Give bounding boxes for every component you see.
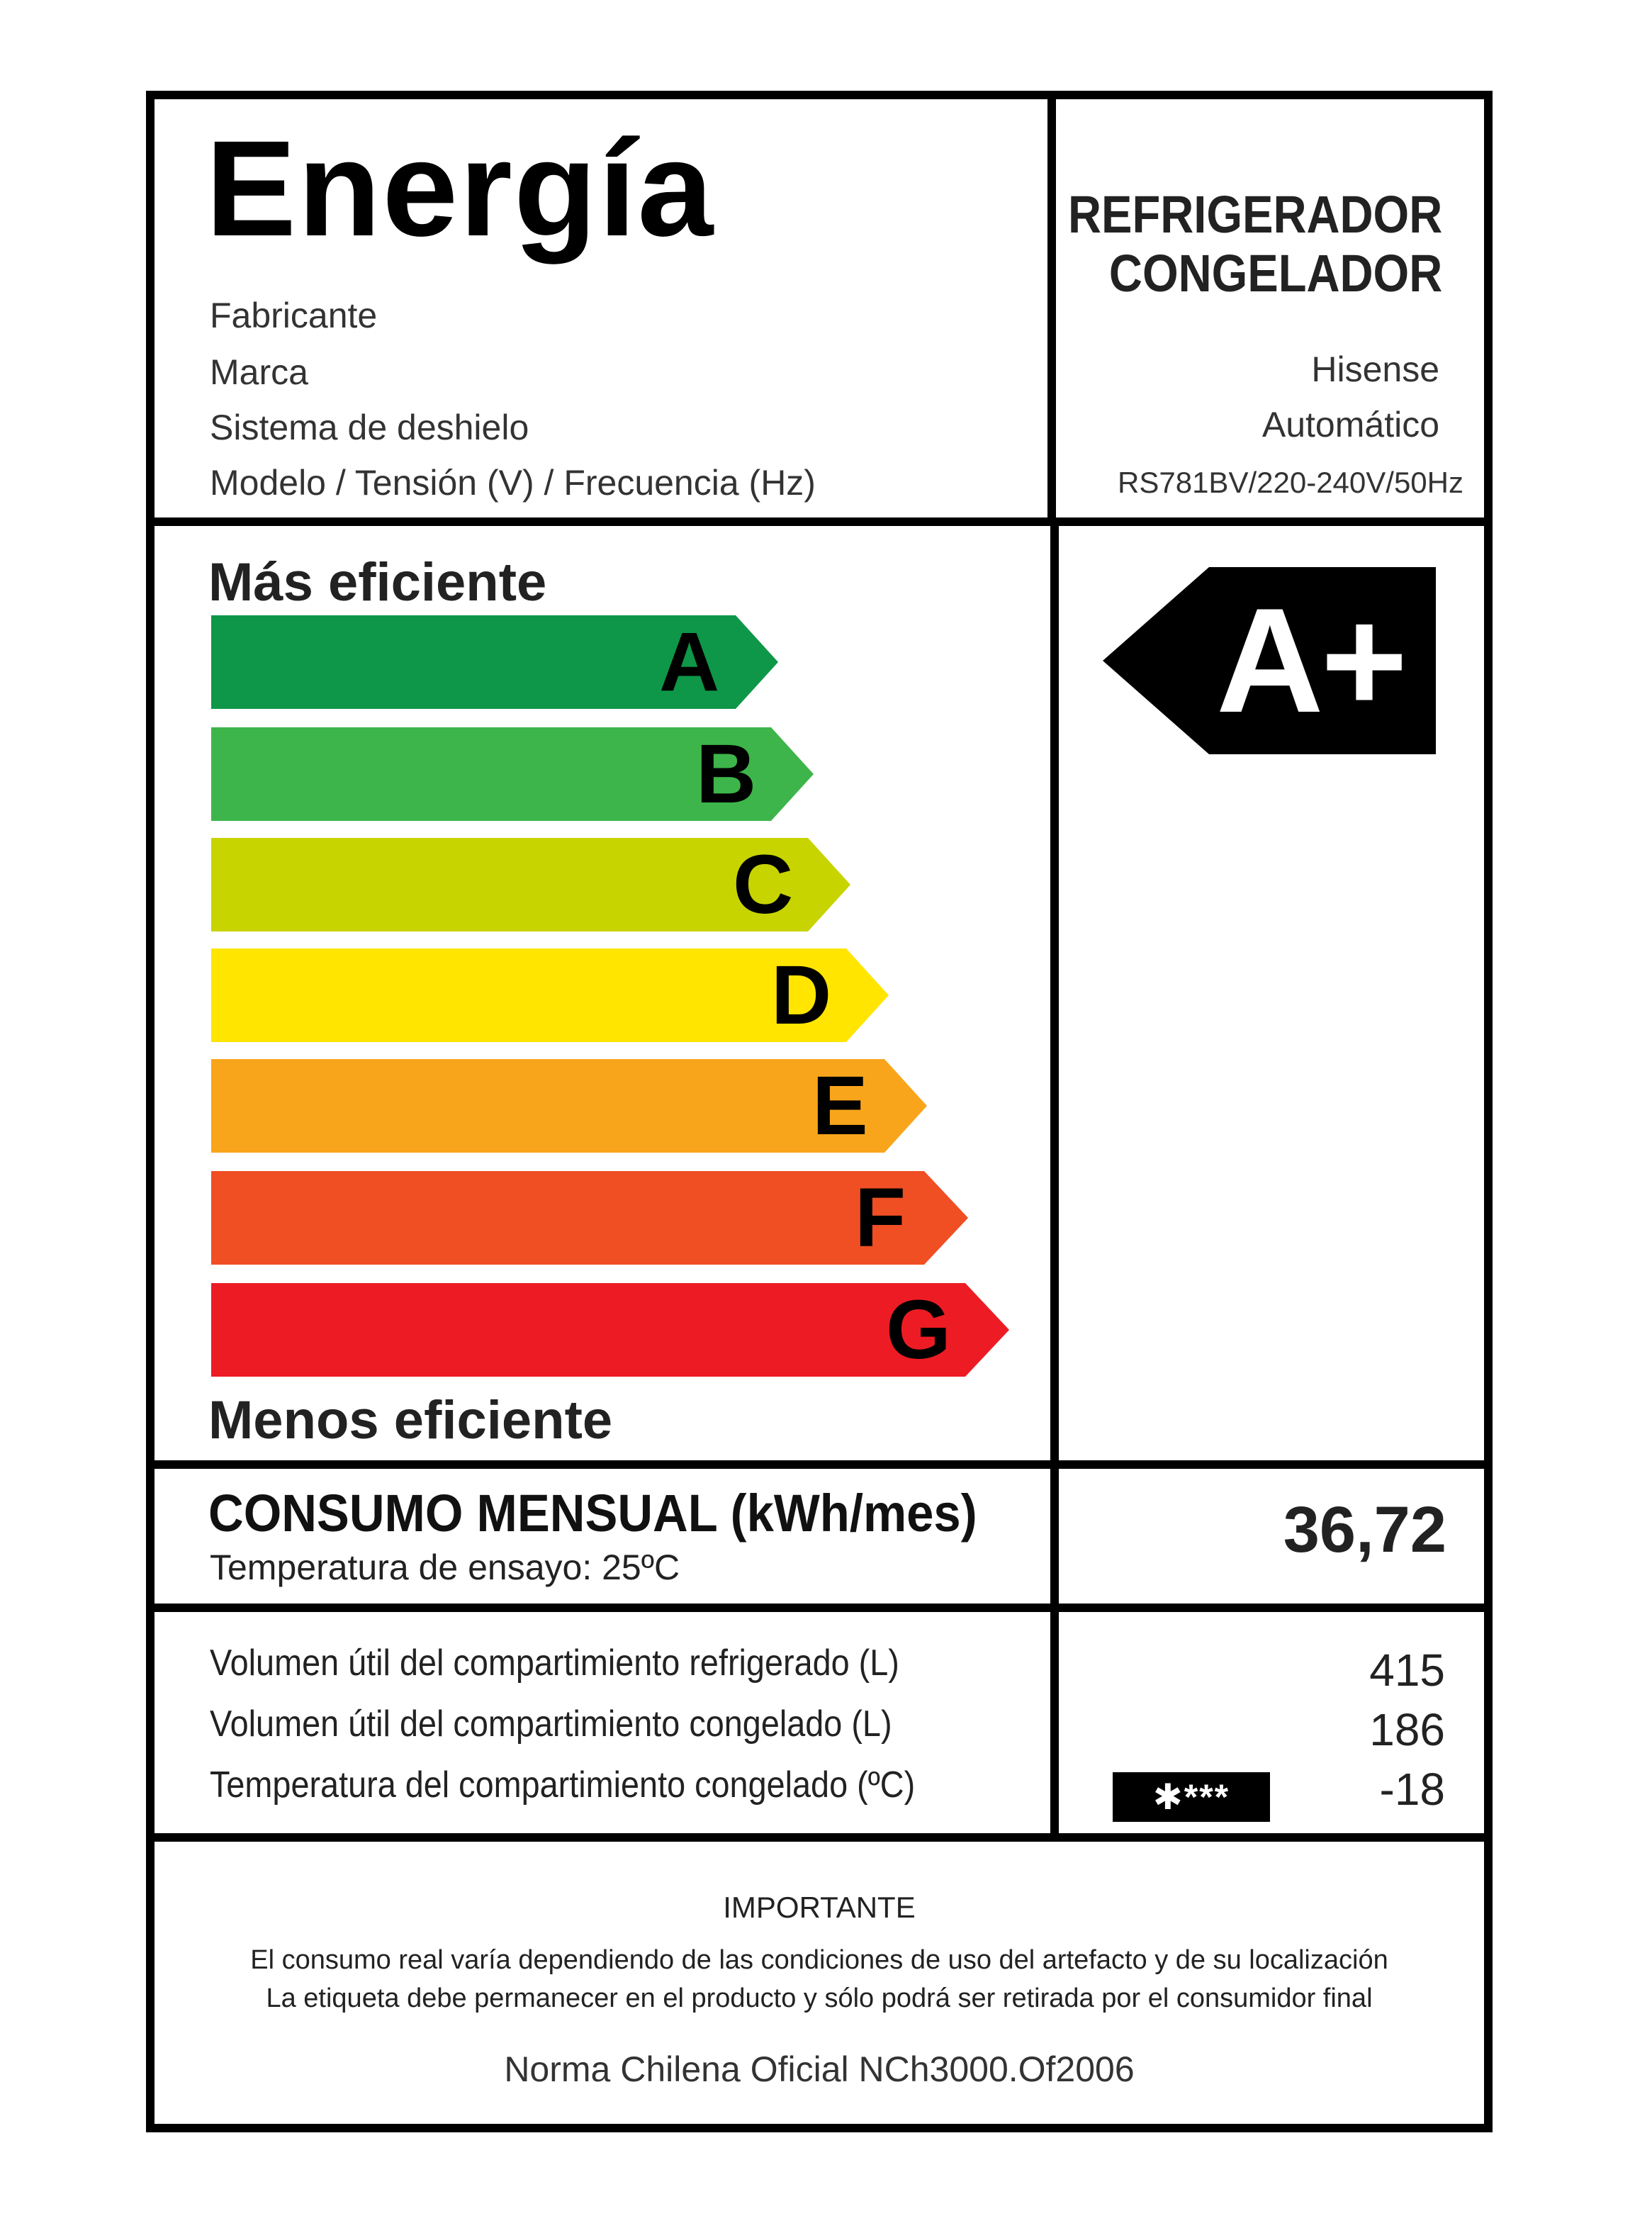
- spec-value-congelado: 186: [1369, 1704, 1445, 1755]
- scale-divider: [1050, 526, 1059, 1462]
- class-letter-e: E: [812, 1059, 868, 1153]
- divider-scale: [152, 1460, 1487, 1469]
- appliance-type: [1068, 186, 1442, 303]
- spec-value-temperatura: -18: [1379, 1764, 1445, 1815]
- spec-label-refrigerado: Volumen útil del compartimiento refrigerado (L): [210, 1642, 899, 1684]
- field-label-modelo: Modelo / Tensión (V) / Frecuencia (Hz): [210, 463, 816, 503]
- header-divider: [1047, 96, 1056, 526]
- label-title: Energía: [206, 112, 715, 264]
- footer-heading: IMPORTANTE: [723, 1891, 916, 1924]
- field-value-modelo: RS781BV/220-240V/50Hz: [1118, 466, 1463, 499]
- appliance-type-line1: REFRIGERADOR: [1067, 185, 1442, 244]
- field-label-fabricante: Fabricante: [210, 296, 378, 335]
- class-letter-g: G: [886, 1283, 951, 1377]
- spec-label-congelado: Volumen útil del compartimiento congelado (L): [210, 1703, 892, 1745]
- rating-value: A+: [1216, 577, 1405, 744]
- class-letter-a: A: [659, 615, 720, 709]
- field-value-marca: Hisense: [1311, 349, 1439, 389]
- scale-top-label: Más eficiente: [208, 552, 547, 612]
- appliance-type-line2: CONGELADOR: [1108, 243, 1442, 303]
- class-letter-d: D: [771, 948, 832, 1042]
- field-value-deshielo: Automático: [1262, 405, 1439, 444]
- spec-label-temperatura: Temperatura del compartimiento congelado (ºC): [210, 1764, 916, 1806]
- field-label-deshielo: Sistema de deshielo: [210, 408, 529, 447]
- class-letter-f: F: [855, 1171, 906, 1265]
- test-temperature: Temperatura de ensayo: 25ºC: [210, 1548, 680, 1587]
- spec-value-refrigerado: 415: [1369, 1645, 1445, 1696]
- consumption-value: 36,72: [1283, 1494, 1446, 1566]
- divider-header: [152, 517, 1487, 526]
- field-label-marca: Marca: [210, 352, 308, 392]
- divider-consumo: [152, 1604, 1487, 1612]
- scale-bottom-label: Menos eficiente: [208, 1390, 613, 1450]
- rating-indicator: [1103, 567, 1436, 754]
- footer-line1: El consumo real varía dependiendo de las condiciones de uso del artefacto y de su localización: [250, 1945, 1388, 1975]
- footer-line2: La etiqueta debe permanecer en el producto y sólo podrá ser retirada por el consumidor final: [266, 1983, 1373, 2013]
- consumption-label: CONSUMO MENSUAL (kWh/mes): [208, 1484, 977, 1543]
- specs-divider: [1050, 1612, 1059, 1833]
- divider-specs: [152, 1833, 1487, 1842]
- consumo-divider: [1050, 1469, 1059, 1605]
- class-letter-c: C: [733, 838, 794, 931]
- footer-norm: Norma Chilena Oficial NCh3000.Of2006: [504, 2049, 1135, 2089]
- freezer-star-rating-icon: ✱***: [1113, 1772, 1270, 1822]
- class-letter-b: B: [696, 727, 757, 821]
